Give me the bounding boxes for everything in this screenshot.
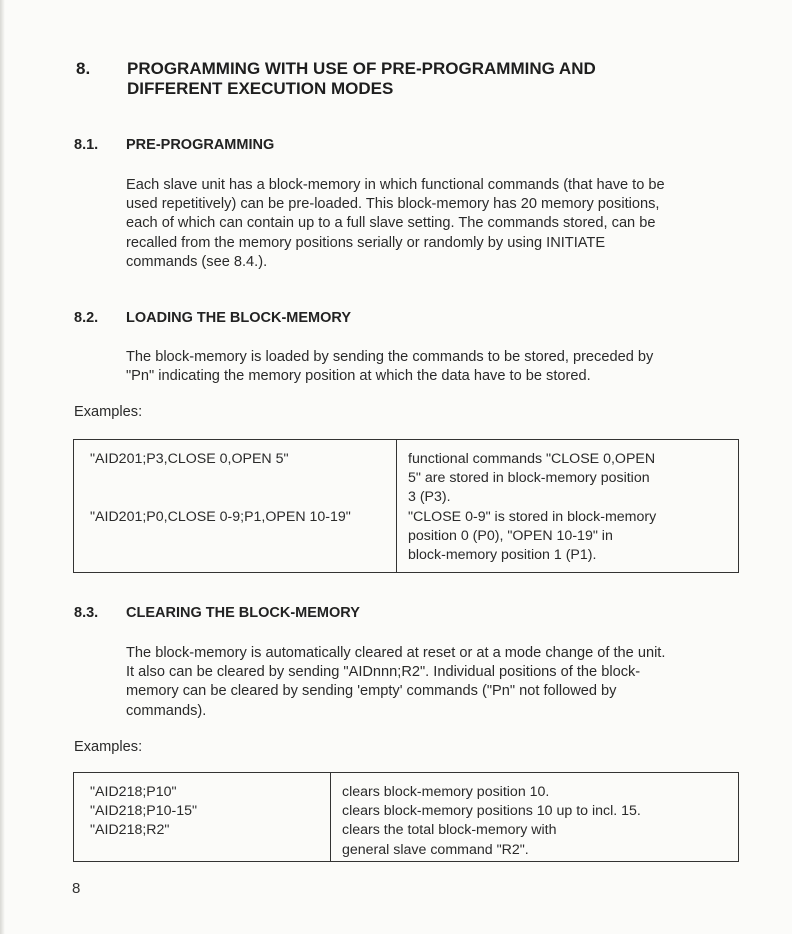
paragraph-line: It also can be cleared by sending "AIDnnn;R2". Individual positions of the block- bbox=[126, 664, 641, 681]
paragraph-line: memory can be cleared by sending 'empty' commands ("Pn" not followed by bbox=[126, 683, 617, 700]
page-number: 8 bbox=[72, 880, 81, 897]
examples-label: Examples: bbox=[74, 739, 143, 755]
examples-label: Examples: bbox=[74, 404, 143, 420]
description-column bbox=[397, 440, 739, 573]
description-line: 5" are stored in block-memory position bbox=[408, 470, 650, 487]
command-example: "AID218;P10-15" bbox=[90, 803, 198, 820]
description-line: functional commands "CLOSE 0,OPEN bbox=[408, 451, 656, 467]
description-line: position 0 (P0), "OPEN 10-19" in bbox=[408, 527, 613, 544]
description-column bbox=[331, 773, 739, 862]
paragraph-line: commands (see 8.4.). bbox=[126, 253, 268, 270]
description-line: general slave command "R2". bbox=[342, 841, 529, 858]
subsection-number: 8.2. bbox=[74, 310, 99, 326]
description-line: clears block-memory position 10. bbox=[342, 784, 550, 800]
subsection-8-1-paragraph bbox=[126, 176, 741, 272]
description-line: "CLOSE 0-9" is stored in block-memory bbox=[408, 508, 657, 525]
subsection-title: CLEARING THE BLOCK-MEMORY bbox=[126, 605, 360, 621]
description-line: clears the total block-memory with bbox=[342, 822, 557, 839]
description-line: 3 (P3). bbox=[408, 489, 451, 506]
section-title bbox=[127, 59, 687, 99]
description-line: block-memory position 1 (P1). bbox=[408, 547, 597, 564]
paragraph-line: used repetitively) can be pre-loaded. This block-memory has 20 memory positions, bbox=[126, 196, 660, 213]
paragraph-line: "Pn" indicating the memory position at which the data have to be stored. bbox=[126, 368, 591, 385]
command-example: "AID218;R2" bbox=[90, 822, 170, 839]
paragraph-line: commands). bbox=[126, 702, 207, 719]
paragraph-line: The block-memory is automatically cleared at reset or at a mode change of the unit. bbox=[126, 645, 666, 661]
command-column bbox=[74, 440, 397, 573]
subsection-8-2-paragraph bbox=[126, 348, 741, 386]
paragraph-line: recalled from the memory positions serially or randomly by using INITIATE bbox=[126, 234, 606, 251]
section-title-line-2: DIFFERENT EXECUTION MODES bbox=[127, 79, 394, 98]
command-example: "AID201;P3,CLOSE 0,OPEN 5" bbox=[90, 451, 289, 467]
paragraph-line: The block-memory is loaded by sending the commands to be stored, preceded by bbox=[126, 349, 654, 365]
subsection-number: 8.3. bbox=[74, 605, 99, 621]
command-example: "AID218;P10" bbox=[90, 784, 177, 800]
section-title-line-1: PROGRAMMING WITH USE OF PRE-PROGRAMMING AND bbox=[127, 59, 596, 78]
paragraph-line: Each slave unit has a block-memory in which functional commands (that have to be bbox=[126, 177, 665, 193]
subsection-title: PRE-PROGRAMMING bbox=[126, 137, 275, 153]
examples-table-8-3 bbox=[73, 772, 739, 862]
description-line: clears block-memory positions 10 up to incl. 15. bbox=[342, 803, 641, 820]
paragraph-line: each of which can contain up to a full slave setting. The commands stored, can be bbox=[126, 215, 656, 232]
page-spine-shadow bbox=[0, 0, 5, 934]
examples-table-8-2 bbox=[73, 439, 739, 573]
subsection-number: 8.1. bbox=[74, 137, 99, 153]
subsection-8-3-paragraph bbox=[126, 644, 741, 721]
section-number: 8. bbox=[76, 59, 91, 78]
command-example: "AID201;P0,CLOSE 0-9;P1,OPEN 10-19" bbox=[90, 508, 351, 525]
command-column bbox=[74, 773, 331, 862]
subsection-title: LOADING THE BLOCK-MEMORY bbox=[126, 310, 352, 326]
